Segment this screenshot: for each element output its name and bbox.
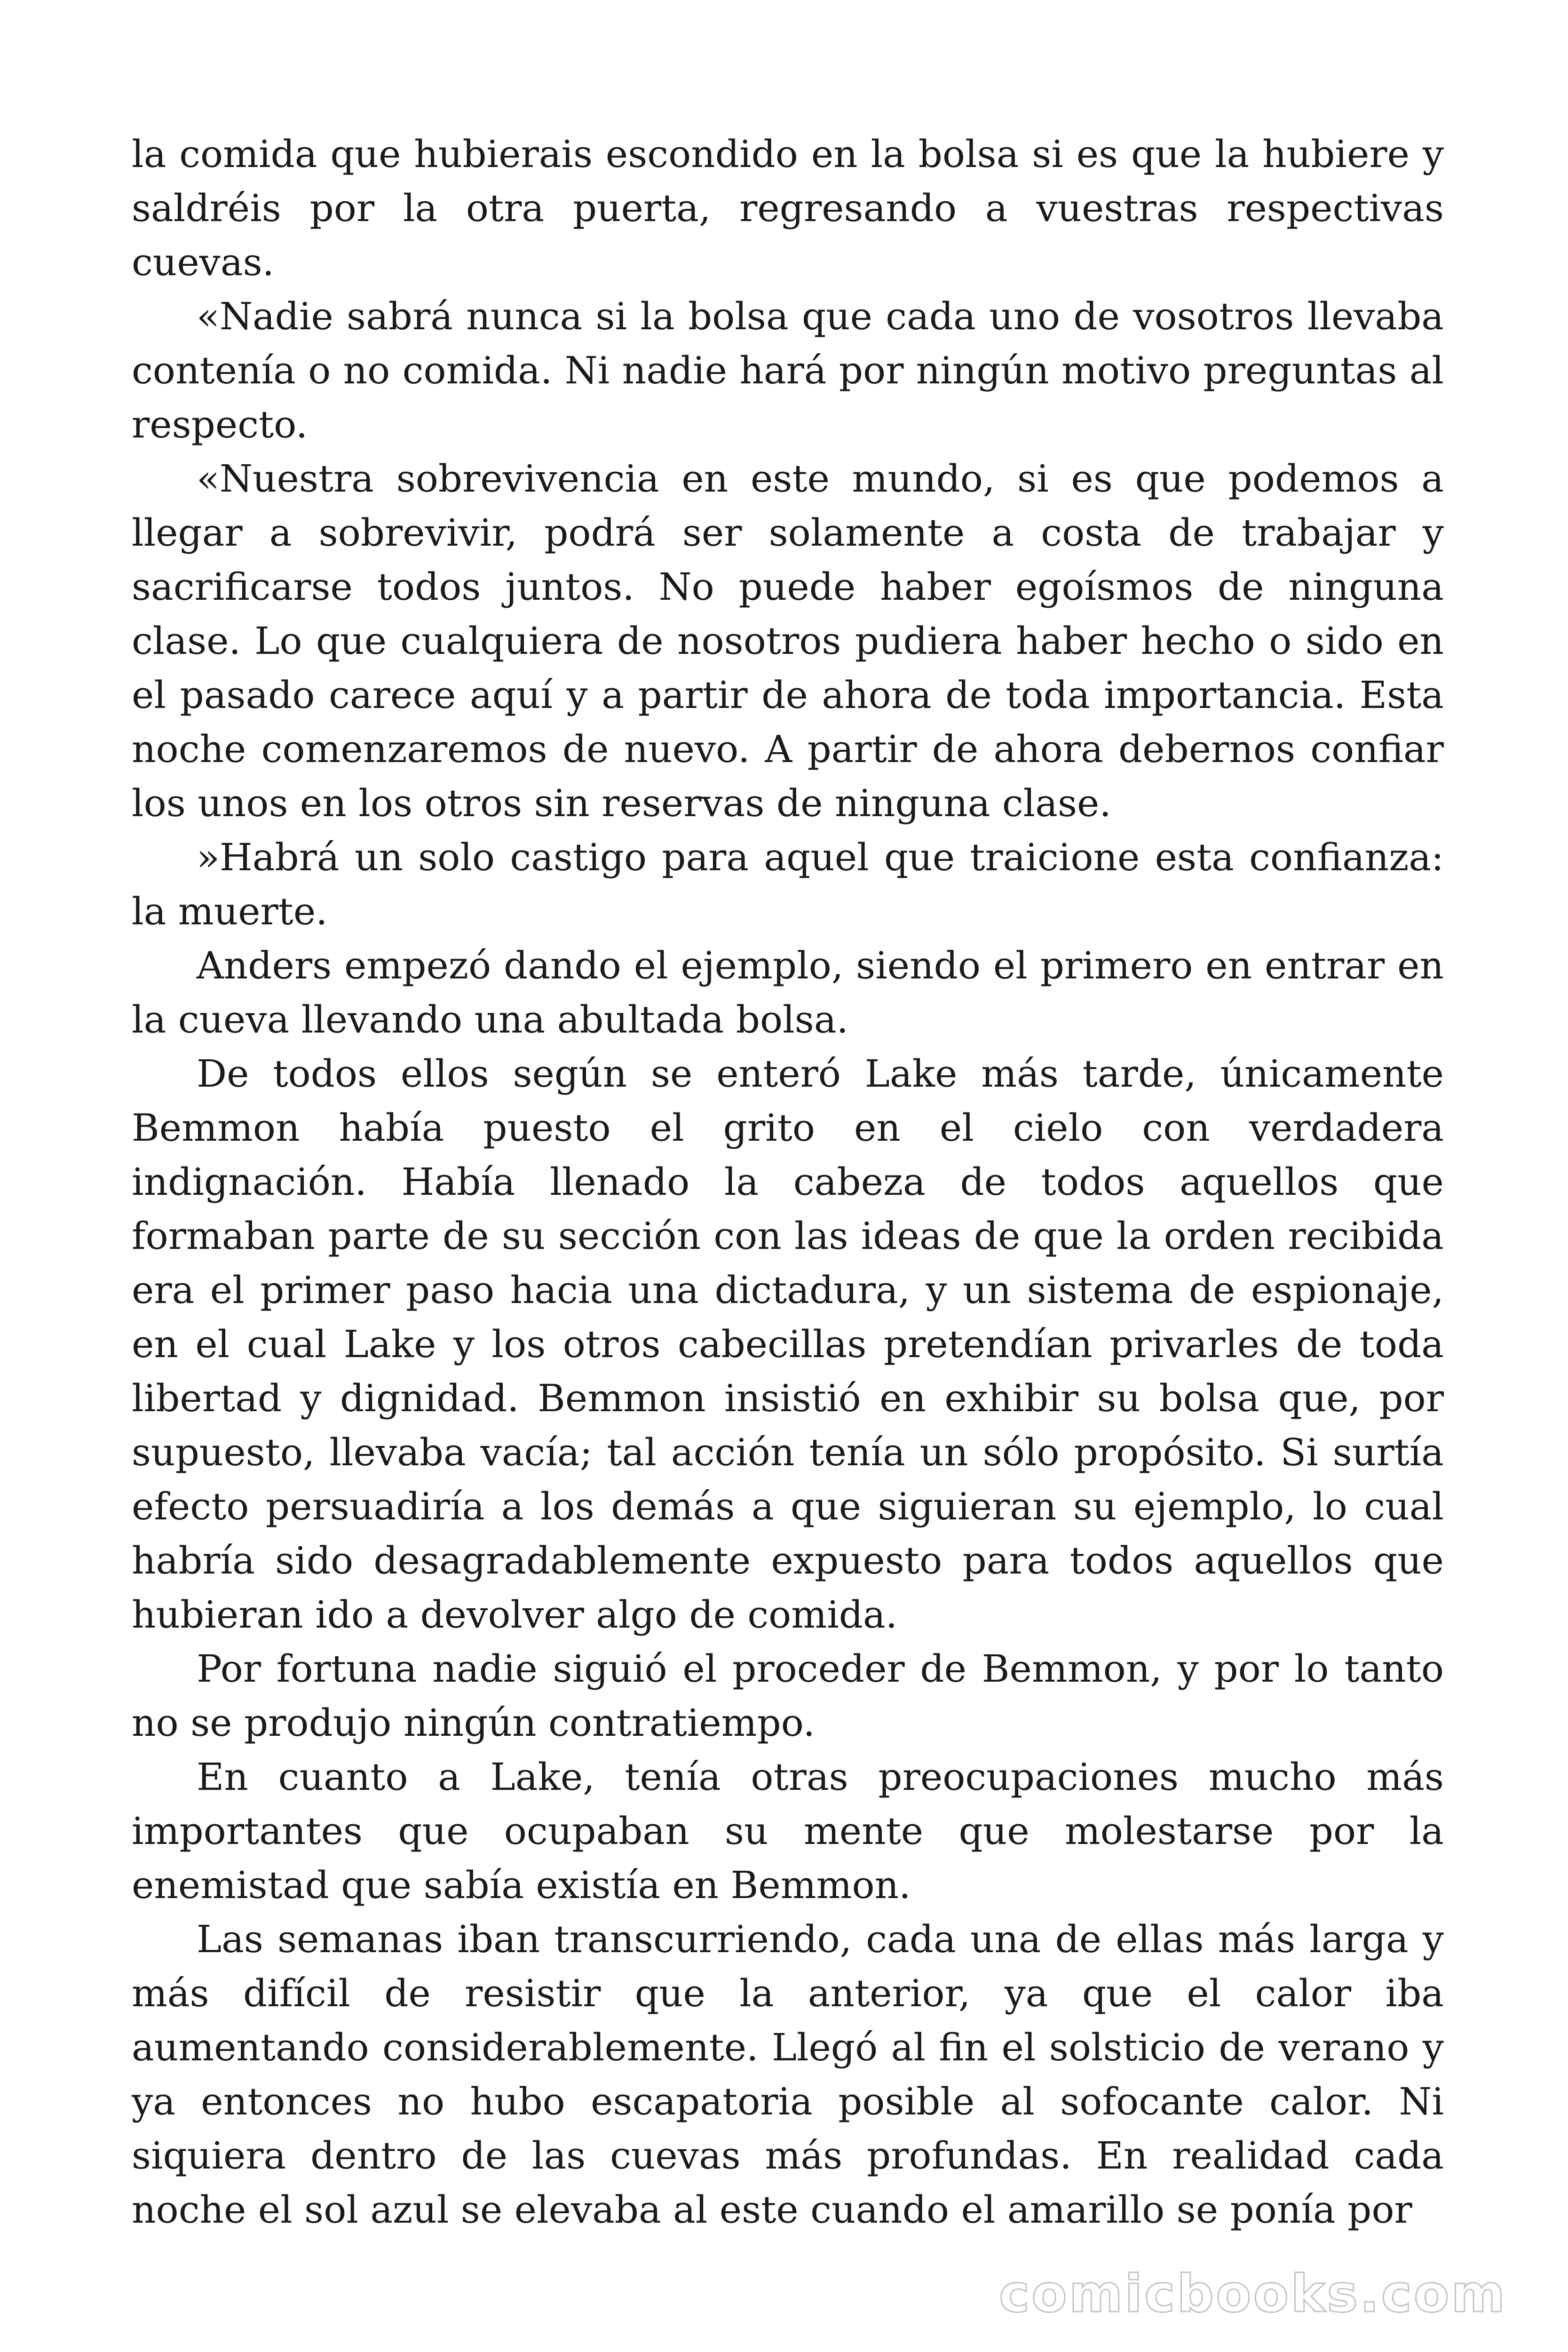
paragraph: Las semanas iban transcurriendo, cada una de ellas más larga y más difícil de resistir que la anterior, ya que el calor iba aumentando considerablemente. Llegó al fin el solsticio de verano y ya entonces no hubo escapatoria posible al sofocante calor. Ni siquiera dentro de las cuevas más profundas. En realidad cada noche el sol azul se elevaba al este cuando el amarillo se ponía por (132, 1917, 1444, 2232)
paragraph: Por fortuna nadie siguió el proceder de Bemmon, y por lo tanto no se produjo ningún contratiempo. (132, 1647, 1444, 1745)
paragraph: «Nadie sabrá nunca si la bolsa que cada uno de vosotros llevaba contenía o no comida. Ni nadie hará por ningún motivo preguntas al respecto. (132, 294, 1444, 446)
paragraph: la comida que hubierais escondido en la bolsa si es que la hubiere y saldréis por la otra puerta, regresando a vuestras respectivas cuevas. (132, 132, 1444, 284)
paragraph: Anders empezó dando el ejemplo, siendo el primero en entrar en la cueva llevando una abultada bolsa. (132, 944, 1444, 1041)
paragraph: «Nuestra sobrevivencia en este mundo, si es que podemos a llegar a sobrevivir, podrá ser solamente a costa de trabajar y sacrificarse todos juntos. No puede haber egoísmos de ninguna clase. Lo que cualquiera de nosotros pudiera haber hecho o sido en el pasado carece aquí y a partir de ahora de toda importancia. Esta noche comenzaremos de nuevo. A partir de ahora debernos confiar los unos en los otros sin reservas de ninguna clase. (132, 457, 1444, 825)
paragraph: En cuanto a Lake, tenía otras preocupaciones mucho más importantes que ocupaban su mente que molestarse por la enemistad que sabía existía en Bemmon. (132, 1755, 1444, 1907)
paragraph: De todos ellos según se enteró Lake más tarde, únicamente Bemmon había puesto el grito en el cielo con verdadera indignación. Había llenado la cabeza de todos aquellos que formaban parte de su sección con las ideas de que la orden recibida era el primer paso hacia una dictadura, y un sistema de espionaje, en el cual Lake y los otros cabecillas pretendían privarles de toda libertad y dignidad. Bemmon insistió en exhibir su bolsa que, por supuesto, llevaba vacía; tal acción tenía un sólo propósito. Si surtía efecto persuadiría a los demás a que siguieran su ejemplo, lo cual habría sido desagradablemente expuesto para todos aquellos que hubieran ido a devolver algo de comida. (132, 1052, 1444, 1637)
page-body (132, 127, 1444, 2237)
watermark: comicbooks.com (999, 2264, 1507, 2324)
paragraph: »Habrá un solo castigo para aquel que traicione esta confianza: la muerte. (132, 835, 1444, 933)
